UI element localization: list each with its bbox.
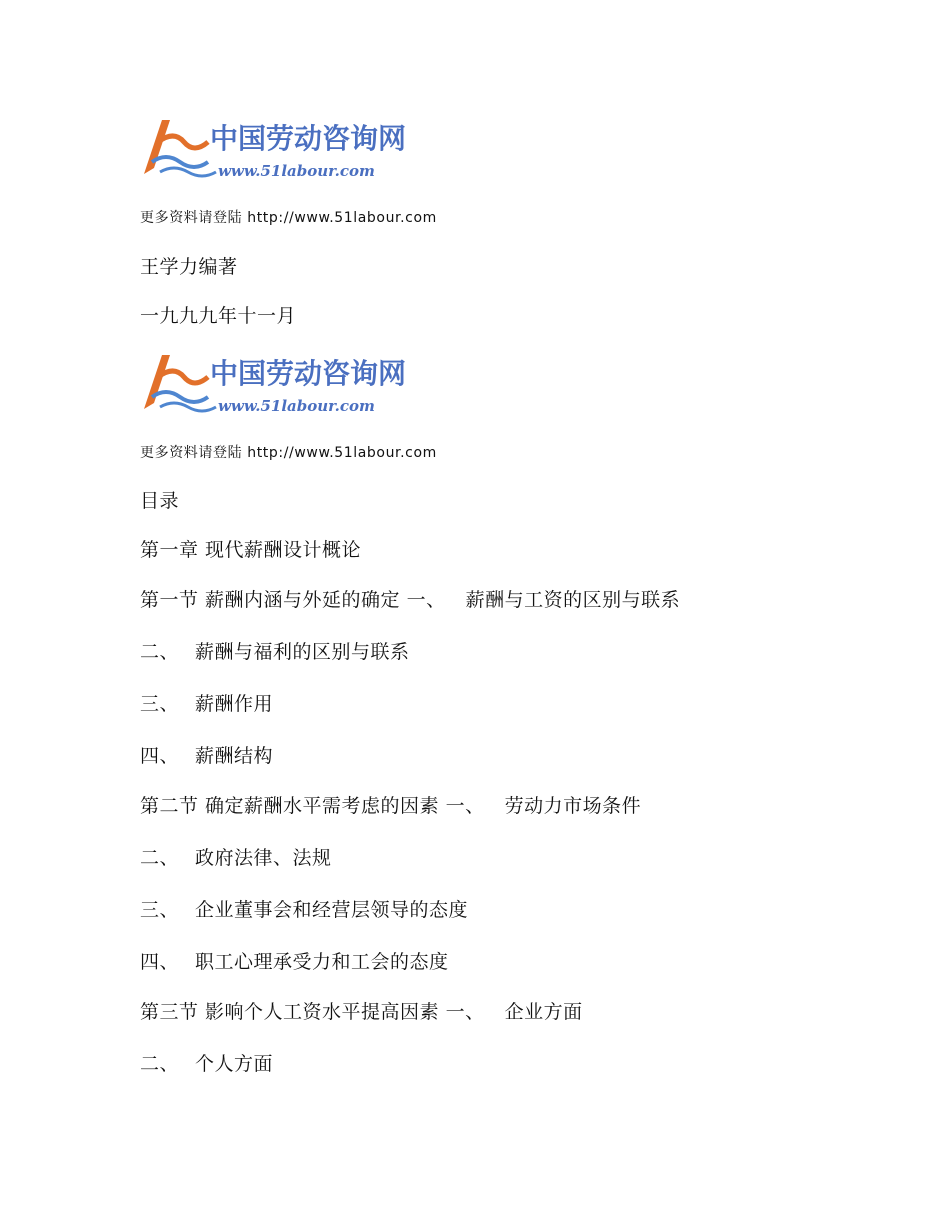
logo-wave-1 (152, 392, 208, 402)
toc-item-text: 薪酬与工资的区别与联系 (465, 589, 681, 611)
logo-swoosh-mark (144, 120, 170, 174)
toc-item-number: 四、 (140, 951, 180, 973)
toc-section-head: 第一节 薪酬内涵与外延的确定 一、 (140, 589, 446, 611)
toc-item (140, 846, 332, 870)
logo-graphic (140, 347, 430, 419)
toc-item (140, 692, 273, 716)
logo-url: www.51labour.com (218, 162, 375, 180)
site-logo (140, 347, 430, 419)
toc-item-text: 个人方面 (195, 1053, 274, 1075)
promo-link-text: 更多资料请登陆 http://www.51labour.com (140, 210, 437, 226)
toc-item-number: 三、 (140, 693, 180, 715)
toc-item (140, 898, 468, 922)
logo-wave-2 (160, 168, 216, 176)
toc-item-text: 薪酬结构 (195, 745, 274, 767)
logo-url: www.51labour.com (218, 397, 375, 415)
date-line: 一九九九年十一月 (140, 305, 297, 327)
toc-item-number: 三、 (140, 899, 180, 921)
toc-item-text: 企业方面 (504, 1001, 583, 1023)
toc-item (140, 1052, 273, 1076)
toc-item-number: 二、 (140, 1053, 180, 1075)
promo-link-text: 更多资料请登陆 http://www.51labour.com (140, 445, 437, 461)
toc-item (140, 640, 410, 664)
toc-item-number: 二、 (140, 847, 180, 869)
logo-graphic (140, 112, 430, 184)
toc-item-text: 职工心理承受力和工会的态度 (195, 951, 449, 973)
toc-chapter-1: 第一章 现代薪酬设计概论 (140, 539, 362, 561)
toc-item-text: 劳动力市场条件 (504, 795, 642, 817)
toc-section-3 (140, 1000, 583, 1024)
site-logo (140, 112, 430, 184)
toc-item-text: 政府法律、法规 (195, 847, 332, 869)
logo-swoosh-curve (158, 371, 208, 383)
toc-item-text: 企业董事会和经营层领导的态度 (195, 899, 469, 921)
logo-wave-1 (152, 157, 208, 167)
logo-swoosh-mark (144, 355, 170, 409)
toc-heading: 目录 (140, 490, 180, 512)
logo-wave-2 (160, 403, 216, 411)
logo-swoosh-curve (158, 136, 208, 148)
toc-item-number: 四、 (140, 745, 180, 767)
author-line: 王学力编著 (140, 256, 238, 278)
logo-title: 中国劳动咨询网 (210, 122, 407, 155)
toc-item-text: 薪酬作用 (195, 693, 274, 715)
toc-section-1 (140, 588, 680, 612)
toc-item-text: 薪酬与福利的区别与联系 (195, 641, 410, 663)
toc-item-number: 二、 (140, 641, 180, 663)
toc-item (140, 950, 449, 974)
toc-item (140, 744, 273, 768)
logo-title: 中国劳动咨询网 (210, 357, 407, 390)
toc-section-head: 第二节 确定薪酬水平需考虑的因素 一、 (140, 795, 485, 817)
toc-section-head: 第三节 影响个人工资水平提高因素 一、 (140, 1001, 485, 1023)
toc-section-2 (140, 794, 641, 818)
